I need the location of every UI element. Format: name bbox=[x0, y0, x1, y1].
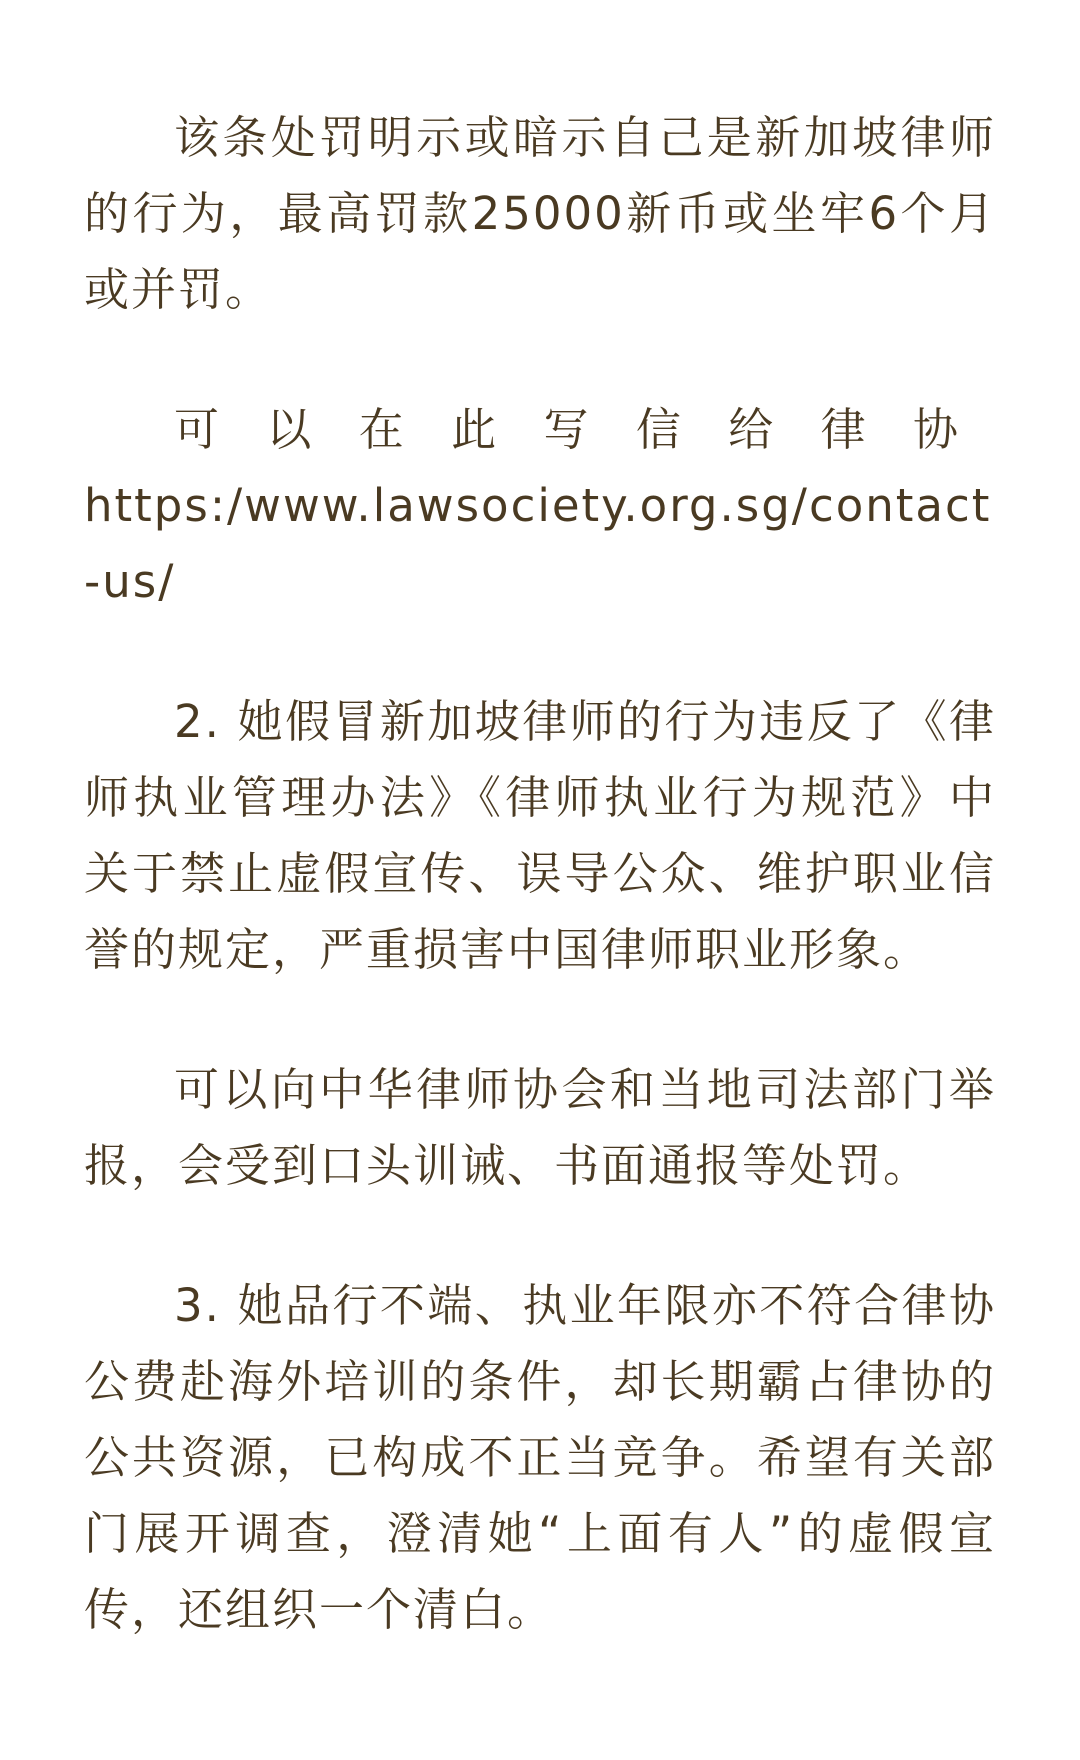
contact-intro: 可以在此写信给律协 bbox=[174, 403, 996, 456]
paragraph-contact bbox=[84, 392, 996, 620]
paragraph-point-3: 3. 她品行不端、执业年限亦不符合律协公费赴海外培训的条件，却长期霸占律协的公共资源，已构成不正当竞争。希望有关部门展开调查，澄清她“上面有人”的虚假宣传，还组织一个清白。 bbox=[84, 1279, 996, 1636]
paragraph-point-2: 2. 她假冒新加坡律师的行为违反了《律师执业管理办法》《律师执业行为规范》中关于禁止虚假宣传、误导公众、维护职业信誉的规定，严重损害中国律师职业形象。 bbox=[84, 695, 996, 976]
paragraph-penalty: 该条处罚明示或暗示自己是新加坡律师的行为，最高罚款25000新币或坐牢6个月或并罚。 bbox=[84, 111, 996, 316]
paragraph-report: 可以向中华律师协会和当地司法部门举报，会受到口头训诫、书面通报等处罚。 bbox=[84, 1063, 996, 1192]
law-society-link[interactable]: https:/www.lawsociety.org.sg/contact-us/ bbox=[84, 479, 992, 608]
